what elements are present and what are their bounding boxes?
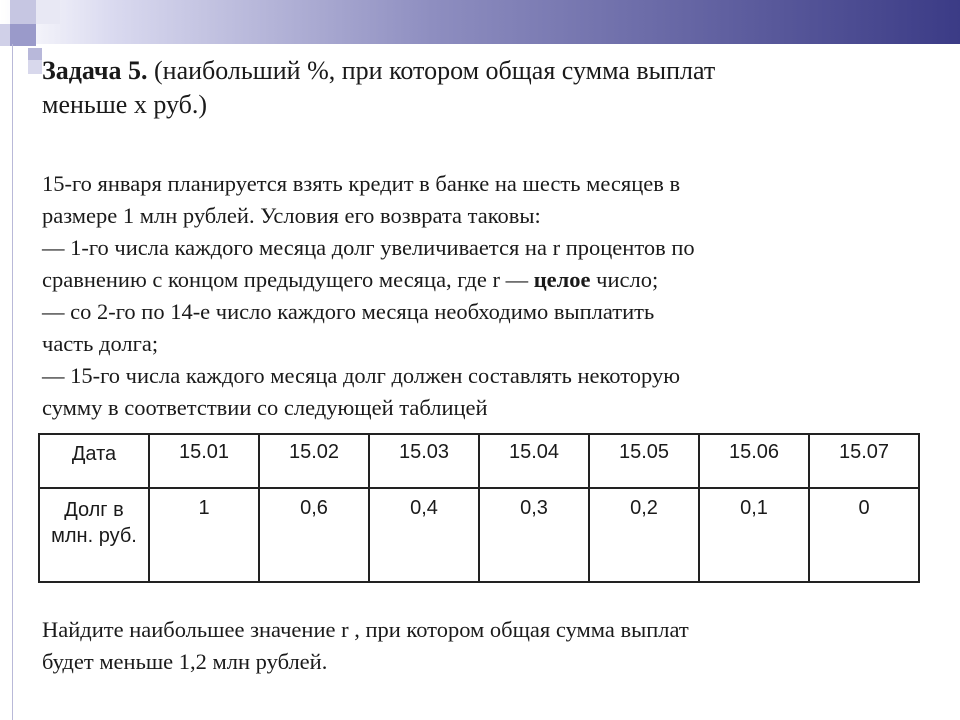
decor-square xyxy=(28,48,42,60)
debt-cell: 0,1 xyxy=(699,488,809,582)
statement-text: сравнению с концом предыдущего месяца, где r — xyxy=(42,267,534,292)
problem-statement xyxy=(42,168,922,424)
slide-title xyxy=(42,54,902,122)
title-line1: (наибольший %, при котором общая сумма выплат xyxy=(147,56,716,85)
statement-line: — 1-го числа каждого месяца долг увеличивается на r процентов по xyxy=(42,235,695,260)
statement-line: — 15-го числа каждого месяца долг должен составлять некоторую xyxy=(42,363,681,388)
statement-line: часть долга; xyxy=(42,331,159,356)
title-task-number: Задача 5. xyxy=(42,56,148,85)
decor-vertical-line xyxy=(12,44,13,720)
debt-cell: 0,2 xyxy=(589,488,699,582)
date-cell: 15.07 xyxy=(809,434,919,488)
debt-cell: 1 xyxy=(149,488,259,582)
debt-table xyxy=(38,433,920,583)
decor-square xyxy=(0,24,10,46)
question-line: Найдите наибольшее значение r , при котором общая сумма выплат xyxy=(42,617,689,642)
decor-square xyxy=(36,0,60,24)
date-cell: 15.05 xyxy=(589,434,699,488)
debt-cell: 0 xyxy=(809,488,919,582)
debt-row xyxy=(39,488,919,582)
question-text xyxy=(42,614,922,678)
debt-cell: 0,6 xyxy=(259,488,369,582)
integer-emphasis: целое xyxy=(533,267,591,292)
question-line: будет меньше 1,2 млн рублей. xyxy=(42,649,328,674)
statement-line: размере 1 млн рублей. Условия его возврата таковы: xyxy=(42,203,541,228)
decor-square xyxy=(28,60,42,74)
statement-line: сумму в соответствии со следующей таблицей xyxy=(42,395,488,420)
decor-square xyxy=(10,24,36,46)
date-cell: 15.02 xyxy=(259,434,369,488)
statement-line xyxy=(42,264,922,296)
debt-label-cell: Долг в млн. руб. xyxy=(39,488,149,582)
debt-cell: 0,4 xyxy=(369,488,479,582)
date-cell: 15.01 xyxy=(149,434,259,488)
statement-text: число; xyxy=(590,267,659,292)
date-cell: 15.03 xyxy=(369,434,479,488)
date-label-cell: Дата xyxy=(39,434,149,488)
title-line2: меньше x руб.) xyxy=(42,90,208,119)
statement-line: — со 2-го по 14-е число каждого месяца необходимо выплатить xyxy=(42,299,655,324)
decor-square xyxy=(10,0,36,24)
date-row xyxy=(39,434,919,488)
debt-cell: 0,3 xyxy=(479,488,589,582)
date-cell: 15.06 xyxy=(699,434,809,488)
header-gradient-bar xyxy=(0,0,960,44)
statement-line: 15-го января планируется взять кредит в банке на шесть месяцев в xyxy=(42,171,681,196)
date-cell: 15.04 xyxy=(479,434,589,488)
